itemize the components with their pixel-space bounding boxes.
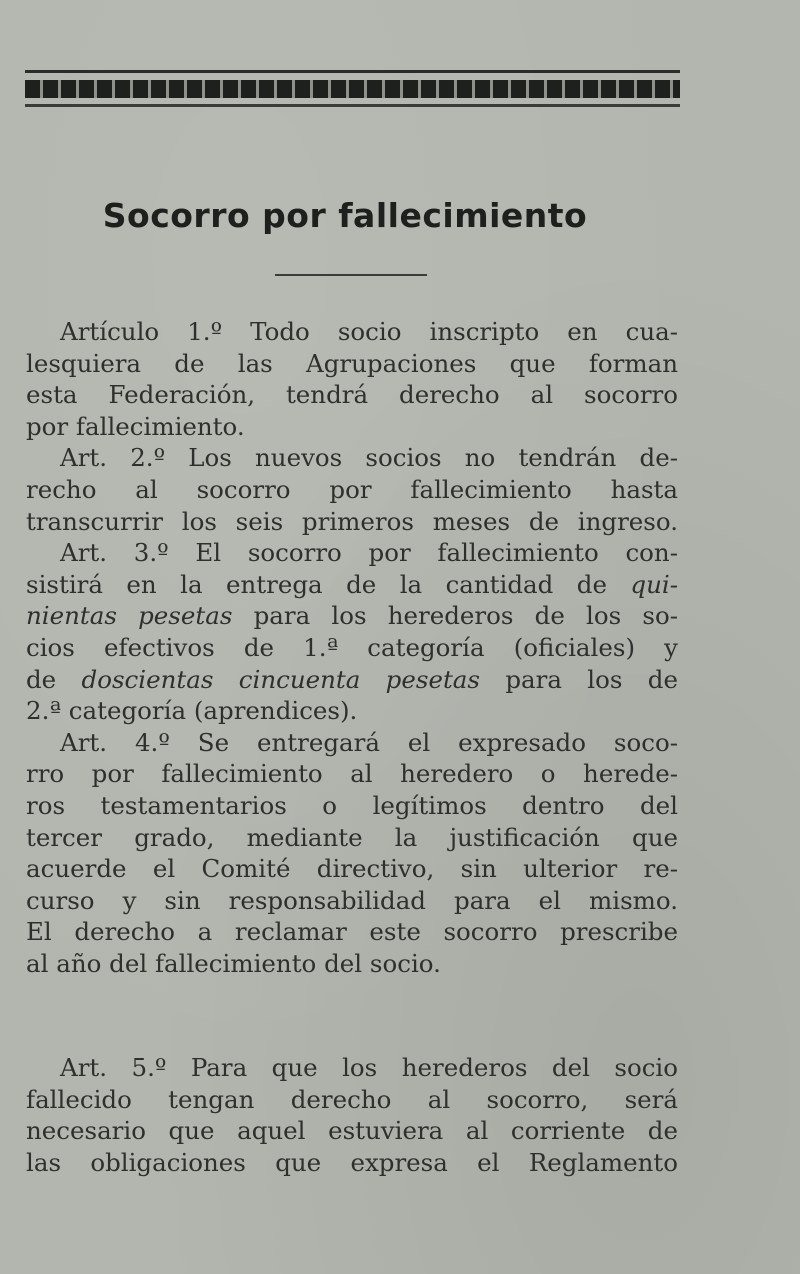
article-2-line-1: Art. 2.º Los nuevos socios no tendrán de- xyxy=(60,443,678,473)
article-3-line-3-italic: nientas pesetas xyxy=(26,601,233,631)
page-title: Socorro por fallecimiento xyxy=(102,196,588,235)
article-4-line-7: El derecho a reclamar este socorro prescribe xyxy=(26,917,678,947)
article-4-line-3: ros testamentarios o legítimos dentro del xyxy=(26,790,678,820)
article-3-line-4: cios efectivos de 1.ª categoría (oficiales) y xyxy=(26,632,678,662)
ornament-top-line xyxy=(25,70,680,73)
article-4-line-2: rro por fallecimiento al heredero o herede- xyxy=(26,759,678,789)
article-5-line-4: las obligaciones que expresa el Reglamento xyxy=(26,1147,678,1177)
article-2-line-3: transcurrir los seis primeros meses de ingreso. xyxy=(26,506,678,536)
article-3-line-3 xyxy=(26,600,678,632)
article-5-line-1: Art. 5.º Para que los herederos del socio xyxy=(60,1053,678,1082)
ornament-bottom-line xyxy=(25,104,680,107)
article-5-line-2: fallecido tengan derecho al socorro, será xyxy=(26,1084,678,1114)
article-3-line-6: 2.ª categoría (aprendices). xyxy=(26,696,358,726)
article-3-line-3-text: para los herederos de los so- xyxy=(253,601,678,631)
title-divider xyxy=(275,274,427,276)
article-4-line-8: al año del fallecimiento del socio. xyxy=(26,948,441,978)
article-4-line-5: acuerde el Comité directivo, sin ulterior re- xyxy=(26,854,678,884)
article-5-block xyxy=(26,1052,678,1178)
article-3-line-2-text: sistirá en la entrega de la cantidad de xyxy=(26,569,607,599)
article-3-line-2-italic: qui- xyxy=(630,569,678,599)
article-3-line-5-italic: doscientas cincuenta pesetas xyxy=(81,664,480,694)
article-4-line-4: tercer grado, mediante la justificación que xyxy=(26,822,678,852)
article-4-line-1: Art. 4.º Se entregará el expresado soco- xyxy=(60,727,678,757)
article-3-line-5-text-a: de xyxy=(26,664,57,694)
ornament-band xyxy=(25,80,680,98)
article-1-line-3: esta Federación, tendrá derecho al socorro xyxy=(26,380,678,410)
article-2-line-2: recho al socorro por fallecimiento hasta xyxy=(26,474,678,504)
article-1-line-2: lesquiera de las Agrupaciones que forman xyxy=(26,348,678,378)
article-1-line-4: por fallecimiento. xyxy=(26,411,245,441)
article-3-line-5-text-b: para los de xyxy=(505,664,678,694)
article-3-line-1: Art. 3.º El socorro por fallecimiento con- xyxy=(60,538,678,568)
article-3-line-2 xyxy=(26,569,678,601)
article-3-line-5 xyxy=(26,664,678,696)
article-1-line-1: Artículo 1.º Todo socio inscripto en cua- xyxy=(60,317,678,346)
article-5-line-3: necesario que aquel estuviera al corriente de xyxy=(26,1116,678,1146)
article-4-line-6: curso y sin responsabilidad para el mismo. xyxy=(26,885,678,915)
main-text-block xyxy=(26,316,678,979)
